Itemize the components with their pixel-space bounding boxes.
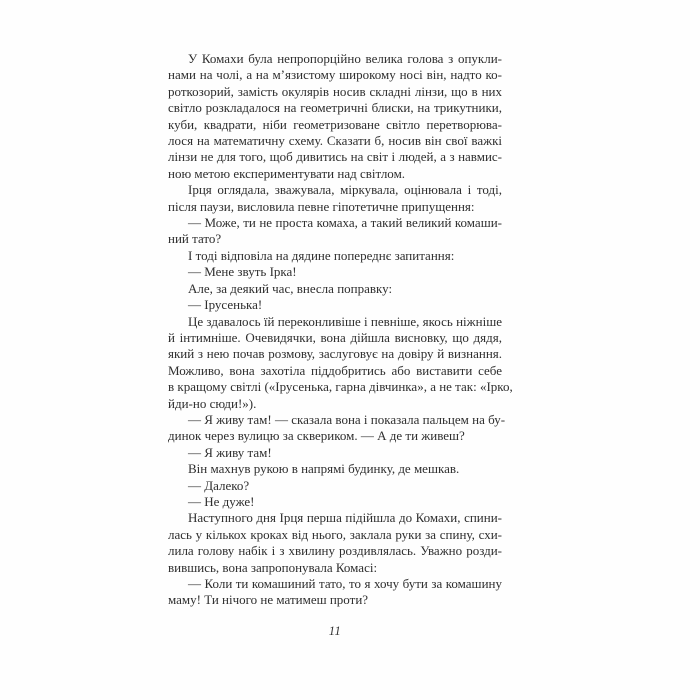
text-line: лась у кількох кроках від нього, заклала руки за спину, схи- (168, 526, 502, 542)
paragraph (168, 313, 513, 412)
paragraph (168, 411, 506, 445)
text-line: — Мене звуть Ірка! (188, 264, 297, 280)
paragraph (168, 461, 502, 477)
text-line: Наступного дня Ірця перша підійшла до Комахи, спини- (188, 510, 502, 526)
text-line: ною метою експериментувати над світлом. (168, 165, 406, 181)
text-line: лося на математичну схему. Сказати б, носив він свої важкі (168, 133, 502, 149)
text-line: — Може, ти не проста комаха, а такий великий комаши- (188, 215, 502, 231)
text-line: куби, квадрати, ніби геометризоване світло перетворюва- (168, 116, 502, 132)
text-line: Можливо, вона захотіла піддобритись або виставити себе (168, 362, 502, 378)
paragraph (168, 576, 502, 609)
text-line: лінзи не для того, щоб дивитись на світ і людей, а з навмис- (168, 149, 502, 165)
text-line: йди-но сюди!»). (168, 395, 257, 411)
paragraph (168, 494, 502, 510)
paragraph (168, 215, 502, 248)
text-line: й інтимніше. Очевидячки, вона дійшла висновку, що дядя, (168, 329, 502, 345)
paragraph (168, 248, 502, 264)
text-line: І тоді відповіла на дядине попереднє запитання: (188, 247, 455, 263)
paragraph (168, 478, 502, 494)
text-line: динок через вулицю за сквериком. — А де ти живеш? (168, 428, 465, 444)
text-line: який з нею почав розмову, заслуговує на довіру й визнання. (168, 346, 502, 362)
text-line: — Не дуже! (188, 493, 255, 509)
text-line: Він махнув рукою в напрямі будинку, де мешкав. (188, 461, 460, 477)
paragraph (168, 510, 502, 576)
paragraph (168, 445, 502, 461)
text-line: маму! Ти нічого не матимеш проти? (168, 592, 369, 608)
text-line: — Я живу там! — сказала вона і показала пальцем на бу- (188, 411, 506, 427)
text-line: У Комахи була непропорційно велика голова з опукли- (188, 51, 502, 66)
text-line: — Ірусенька! (188, 297, 263, 313)
text-line: ний тато? (168, 231, 222, 247)
text-line: Але, за деякий час, внесла поправку: (188, 280, 393, 296)
text-line: — Я живу там! (188, 444, 272, 460)
text-line: нами на чолі, а на м’язистому широкому носі він, надто ко- (168, 67, 502, 83)
text-line: Це здавалось їй переконливіше і певніше, якось ніжніше (188, 313, 502, 329)
paragraph (168, 51, 502, 182)
page-number: 11 (328, 623, 342, 638)
text-line: — Далеко? (188, 477, 250, 493)
text-line: роткозорий, замість окулярів носив складні лінзи, що в них (168, 83, 502, 99)
paragraph (168, 182, 502, 215)
text-line: в кращому світлі («Ірусенька, гарна дівчинка», а не так: «Ірко, (168, 379, 513, 395)
text-line: після паузи, висловила певне гіпотетичне припущення: (168, 198, 475, 214)
paragraph (168, 281, 502, 297)
paragraph (168, 264, 502, 280)
text-block (168, 51, 513, 639)
text-line: вившись, вона запропонувала Комасі: (168, 559, 378, 575)
text-line: світло розкладалося на геометричні блиски, на трикутники, (168, 100, 502, 116)
text-line: лила голову набік і з хвилину роздивлялась. Уважно розди- (168, 543, 502, 559)
text-line: Ірця оглядала, зважувала, міркувала, оцінювала і тоді, (188, 182, 502, 198)
paragraph (168, 297, 502, 313)
text-line: — Коли ти комашиний тато, то я хочу бути за комашину (188, 576, 502, 591)
